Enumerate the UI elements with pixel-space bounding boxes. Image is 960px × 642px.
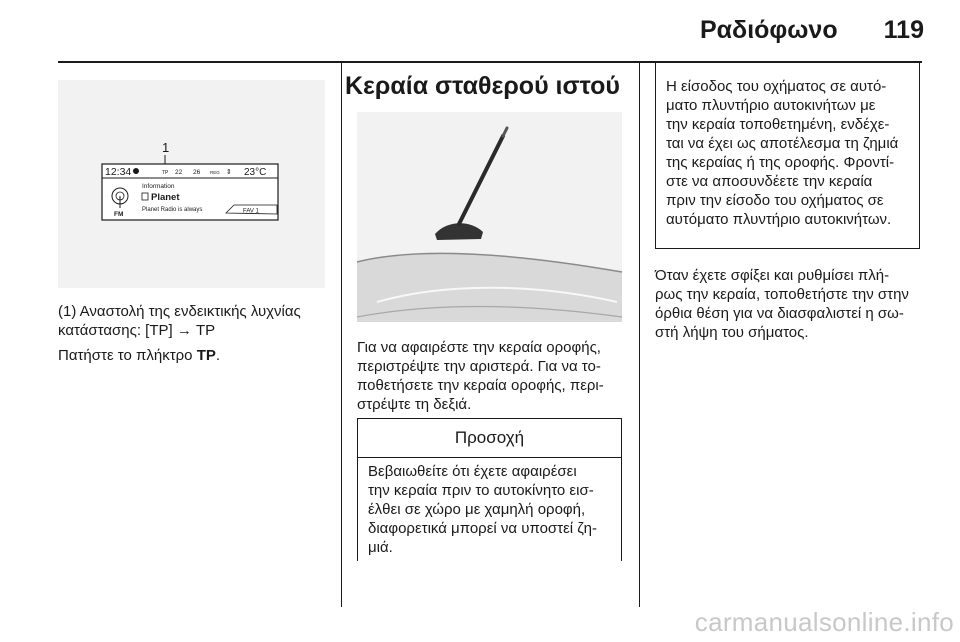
status-d: REG xyxy=(210,170,220,175)
text-line: Όταν έχετε σφίξει και ρυθμίσει πλή- xyxy=(655,267,890,284)
tp-indicator: TP xyxy=(162,170,169,176)
info-title: Information xyxy=(142,183,175,190)
text-line: όρθια θέση για να διασφαλιστεί η σω- xyxy=(655,305,904,322)
watermark: carmanualsonline.info xyxy=(694,607,954,637)
audio-icon: ⇕ xyxy=(226,168,232,176)
caption-line-2: κατάστασης: [TP] → TP xyxy=(58,322,216,339)
text-line: ποθετήσετε την κεραία οροφής, περι- xyxy=(357,377,604,394)
text-line: διαφορετικά μπορεί να υποστεί ζη- xyxy=(368,520,597,537)
carwash-note-box xyxy=(655,63,920,249)
text-line: ται να έχει ως αποτέλεσμα τη ζημιά xyxy=(666,135,899,152)
caption-line-1: (1) Αναστολή της ενδεικτικής λυχνίας xyxy=(58,303,301,320)
figure-caption xyxy=(58,302,338,340)
text-line: περιστρέψτε την αριστερά. Για να το- xyxy=(357,358,601,375)
press-suffix: . xyxy=(215,347,221,364)
callout-number: 1 xyxy=(162,140,170,155)
display-clock: 12:34 xyxy=(105,166,132,178)
roof-antenna-figure xyxy=(357,112,622,322)
column-divider-left xyxy=(341,63,342,607)
radio-display-figure xyxy=(58,80,325,288)
status-c: 26 xyxy=(193,169,201,176)
text-line: την κεραία πριν το αυτοκίνητο εισ- xyxy=(368,482,594,499)
text-line: πριν την είσοδο του οχήματος σε xyxy=(666,192,884,209)
text-line: ματο πλυντήριο αυτοκινήτων με xyxy=(666,97,876,114)
caution-box xyxy=(357,418,622,561)
caution-text xyxy=(368,462,618,557)
fav-label: FAV 1 xyxy=(243,208,259,215)
text-line: αυτόματο πλυντήριο αυτοκινήτων. xyxy=(666,211,892,228)
text-line: την κεραία τοποθετημένη, ενδέχε- xyxy=(666,116,890,133)
carwash-note-text xyxy=(666,77,916,229)
section-heading: Κεραία σταθερού ιστού xyxy=(345,72,620,100)
column-divider-right xyxy=(639,63,640,607)
display-temperature: 23°C xyxy=(244,167,267,178)
text-line: ρως την κεραία, τοποθετήστε την στην xyxy=(655,286,909,303)
text-line: στή λήψη του σήματος. xyxy=(655,324,809,341)
text-line: Για να αφαιρέστε την κεραία οροφής, xyxy=(357,339,601,356)
status-b: 22 xyxy=(175,169,183,176)
text-line: στρέψτε τη δεξιά. xyxy=(357,396,472,413)
text-line: στε να αποσυνδέετε την κεραία xyxy=(666,173,873,190)
text-line: Βεβαιωθείτε ότι έχετε αφαιρέσει xyxy=(368,463,577,480)
press-text: Πατήστε το πλήκτρο xyxy=(58,347,197,364)
station-name: Planet xyxy=(151,192,180,203)
text-line: της κεραίας ή της οροφής. Φροντί- xyxy=(666,154,895,171)
tp-key-label: TP xyxy=(196,347,216,364)
page-number: 119 xyxy=(883,16,924,44)
text-line: έλθει σε χώρο με χαμηλή οροφή, xyxy=(368,501,586,518)
mounting-paragraph xyxy=(655,266,945,342)
radiotext: Planet Radio is always xyxy=(142,207,203,213)
removal-paragraph xyxy=(357,338,637,414)
antenna-mast xyxy=(459,136,503,224)
page-header-title: Ραδιόφωνο xyxy=(700,16,838,44)
settings-dot-icon xyxy=(133,168,139,174)
caution-title: Προσοχή xyxy=(358,419,621,458)
text-line: μιά. xyxy=(368,539,393,556)
press-instruction xyxy=(58,346,338,365)
band-label: FM xyxy=(114,211,124,218)
text-line: Η είσοδος του οχήματος σε αυτό- xyxy=(666,78,887,95)
